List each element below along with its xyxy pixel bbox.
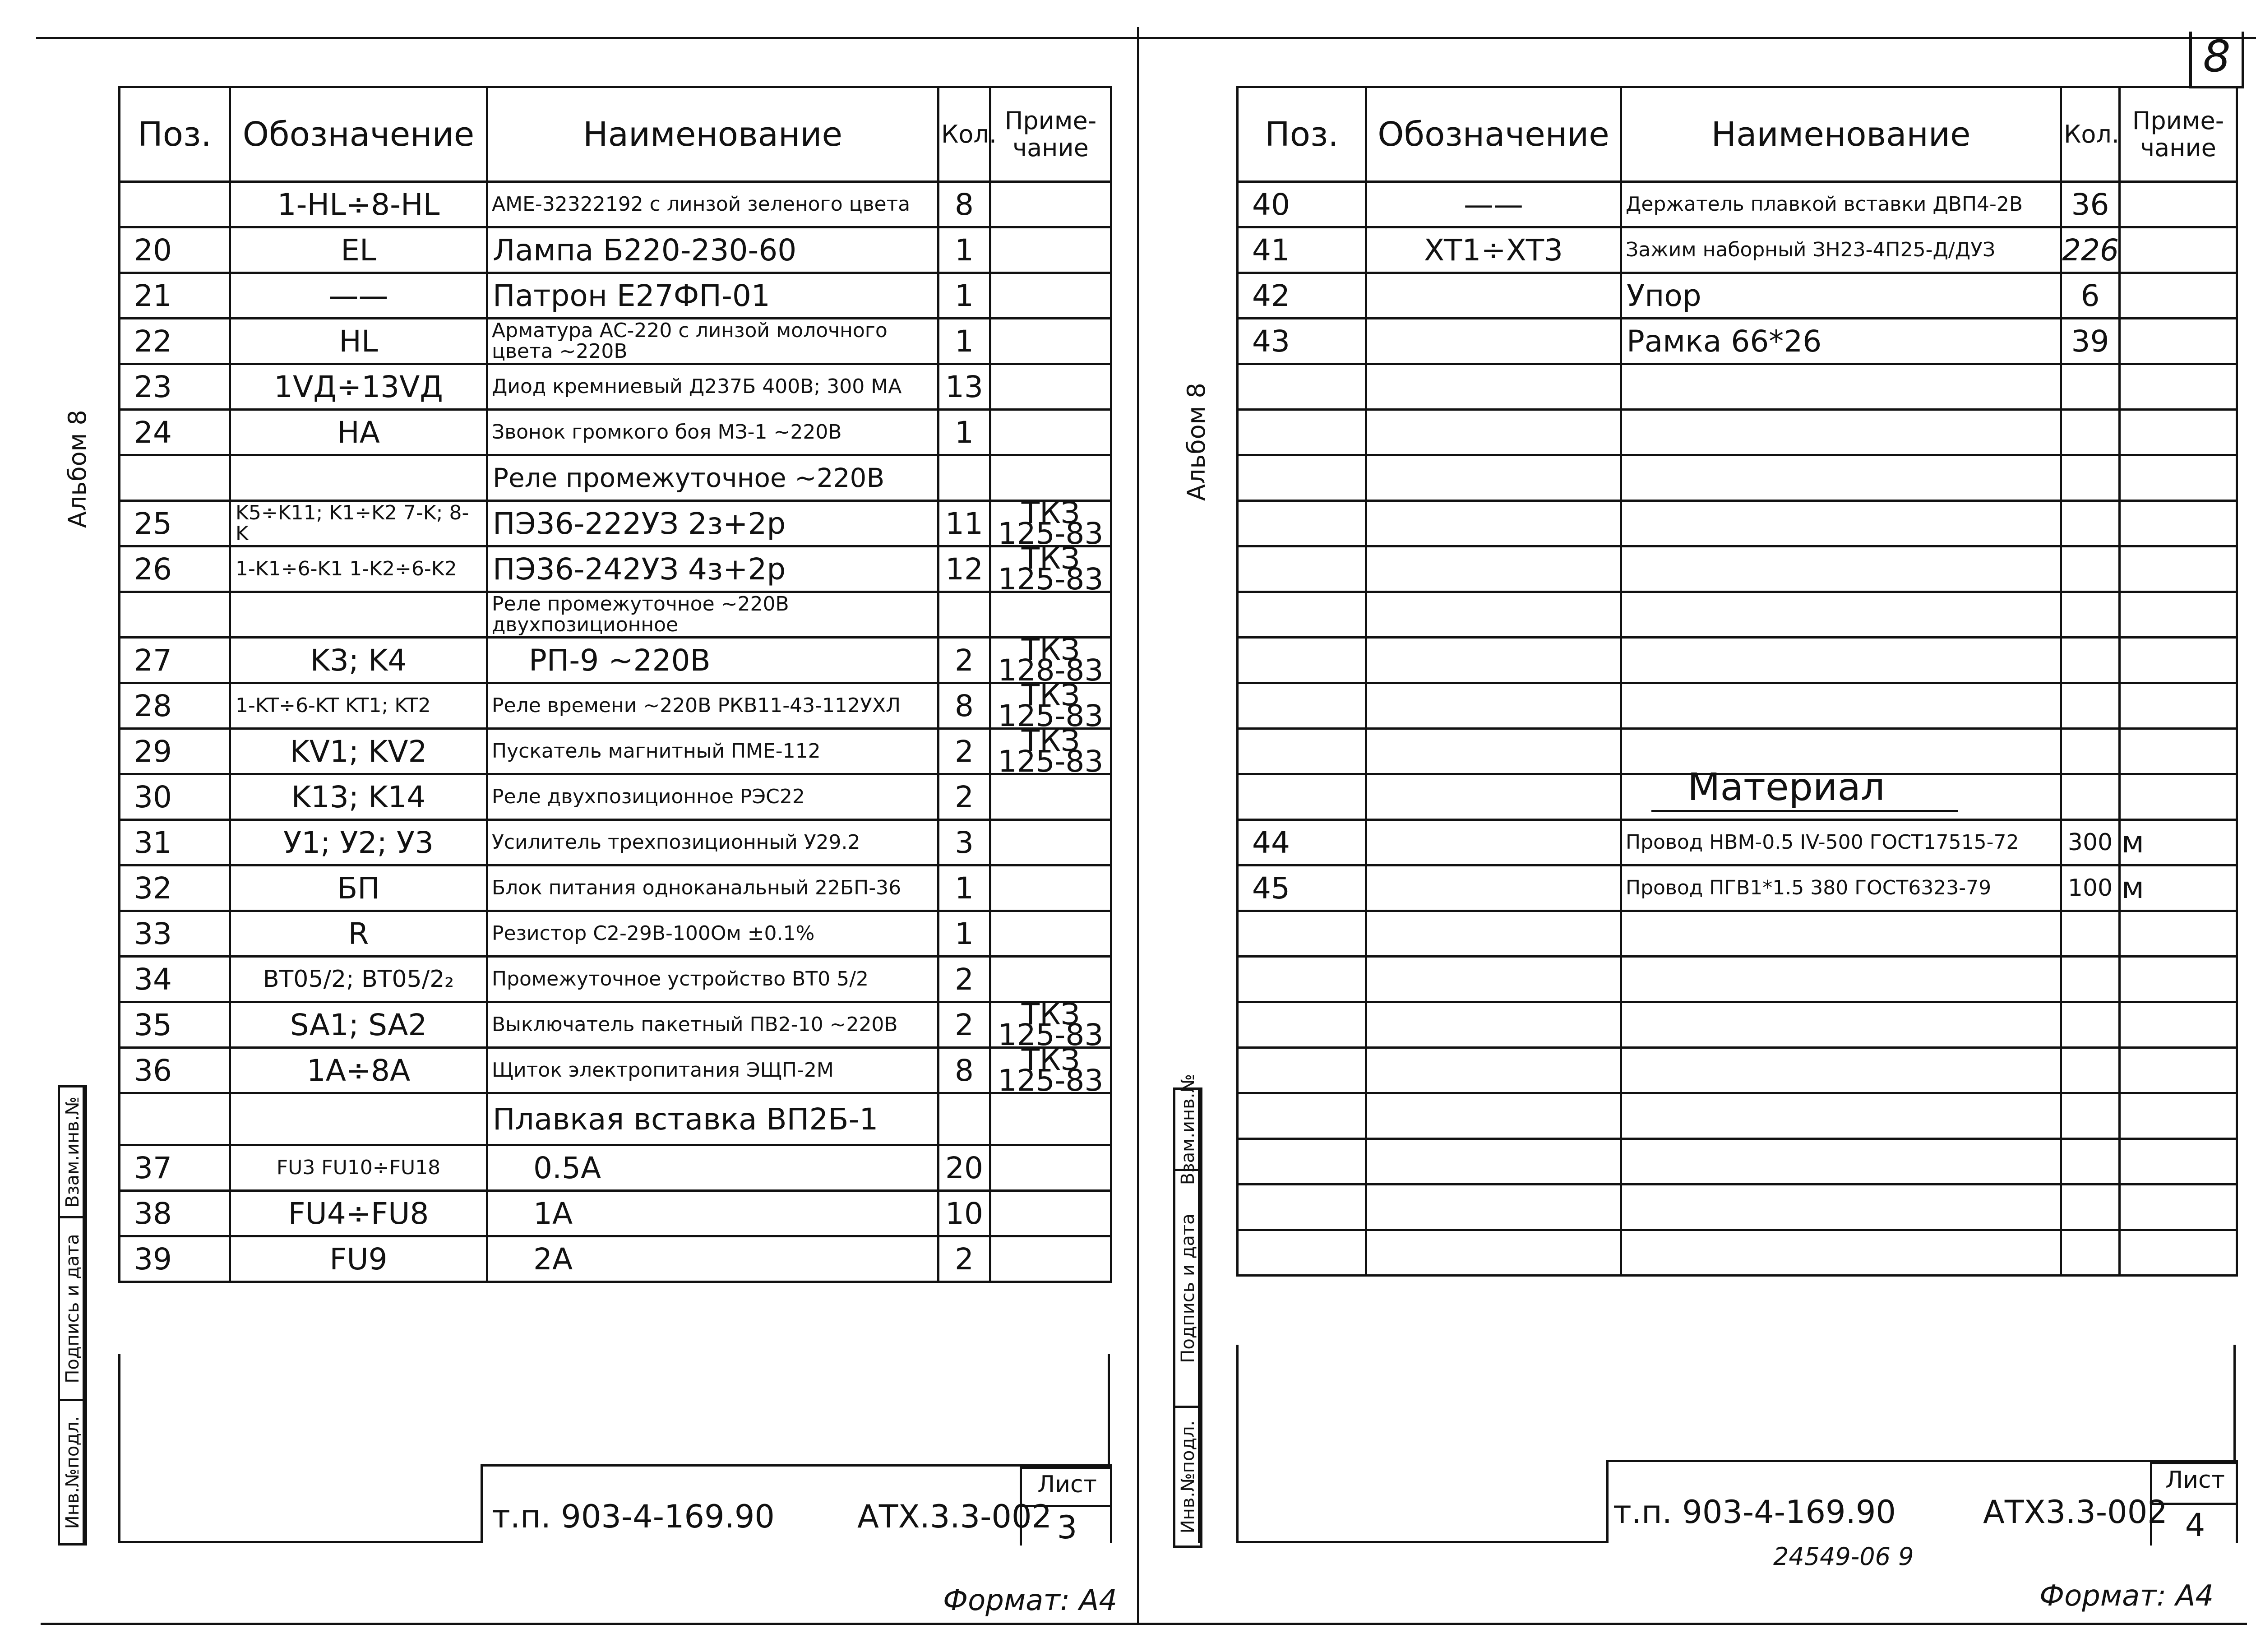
- atx-code: АТХ.3.3-002: [857, 1498, 1052, 1535]
- table-row: 24 НА Звонок громкого боя МЗ-1 ~220В 1: [120, 410, 1111, 455]
- table-row: 26 1-K1÷6-K1 1-K2÷6-K2 ПЭ36-242УЗ 4з+2р 12 ТКЗ 125-83: [120, 546, 1111, 592]
- header-note: Приме- чание: [2120, 87, 2237, 182]
- album-label-left: Альбом 8: [63, 410, 92, 528]
- table-row: 28 1-KT÷6-KT KT1; KT2 Реле времени ~220В РКВ11-43-112УХЛ 8 ТКЗ 125-83: [120, 683, 1111, 729]
- empty-row: [1238, 638, 2237, 683]
- title-block-right: [1606, 1460, 2238, 1543]
- spec-table-right: [1236, 86, 2238, 1277]
- stamp-cell-sign: Подпись и дата: [60, 1218, 85, 1401]
- table-row: 38 FU4÷FU8 1А 10: [120, 1191, 1111, 1236]
- header-name: Наименование: [1621, 87, 2061, 182]
- table-row: 30 K13; K14 Реле двухпозиционное РЭС22 2: [120, 774, 1111, 820]
- sheet-label: Лист: [2152, 1464, 2238, 1505]
- doc-code: т.п. 903-4-169.90: [492, 1498, 775, 1535]
- empty-row: [1238, 546, 2237, 592]
- stamp-cell-sign: Подпись и дата: [1175, 1171, 1200, 1408]
- album-label-right: Альбом 8: [1182, 383, 1211, 501]
- sheet-num: 4: [2185, 1507, 2205, 1544]
- material-heading: Материал: [1687, 765, 1885, 809]
- table-row: 31 У1; У2; У3 Усилитель трехпозиционный У29.2 3: [120, 820, 1111, 865]
- bottom-border-line: [41, 1623, 2247, 1625]
- empty-row: [1238, 1002, 2237, 1048]
- table-row: 32 БП Блок питания одноканальный 22БП-36 1: [120, 865, 1111, 911]
- table-row: Плавкая вставка ВП2Б-1: [120, 1093, 1111, 1145]
- empty-row: [1238, 957, 2237, 1002]
- header-designation: Обозначение: [230, 87, 487, 182]
- header-qty: Кол.: [938, 87, 990, 182]
- spec-table-left: [118, 86, 1112, 1283]
- table-row: 21 —— Патрон Е27ФП-01 1: [120, 273, 1111, 319]
- center-divider-line: [1137, 27, 1139, 1624]
- table-row: 25 K5÷K11; K1÷K2 7-K; 8-K ПЭ36-222УЗ 2з+2р 11 ТКЗ 125-83: [120, 501, 1111, 546]
- empty-row: [1238, 1185, 2237, 1230]
- right-table-extend-left: [1236, 1345, 1239, 1543]
- table-row: 44 Провод НВМ-0.5 IV-500 ГОСТ17515-72 300 м: [1238, 820, 2237, 865]
- table-row: Реле промежуточное ~220В: [120, 455, 1111, 501]
- doc-code: т.п. 903-4-169.90: [1613, 1494, 1896, 1531]
- sheet-box: [1020, 1467, 1112, 1546]
- format-left: Формат: А4: [943, 1584, 1118, 1617]
- left-table-extend-left: [118, 1354, 120, 1543]
- table-row: 20 EL Лампа Б220-230-60 1: [120, 227, 1111, 273]
- table-row: 34 ВТ05/2; ВТ05/2₂ Промежуточное устройство ВТ0 5/2 2: [120, 957, 1111, 1002]
- header-qty: Кол.: [2061, 87, 2120, 182]
- empty-row: [1238, 592, 2237, 638]
- sheet-box: [2150, 1462, 2238, 1546]
- empty-row: [1238, 911, 2237, 957]
- table-header-row: [120, 87, 1111, 182]
- empty-row: [1238, 455, 2237, 501]
- empty-row: [1238, 1048, 2237, 1093]
- table-row: 23 1VД÷13VД Диод кремниевый Д237Б 400В; 300 МА 13: [120, 364, 1111, 410]
- header-pos: Поз.: [120, 87, 230, 182]
- material-underline: [1651, 810, 1958, 812]
- sheet-label: Лист: [1022, 1469, 1112, 1507]
- serial-number: 24549-06 9: [1773, 1542, 1914, 1571]
- table-row: 22 HL Арматура АС-220 с линзой молочного цвета ~220В 1: [120, 319, 1111, 364]
- table-row: 33 R Резистор С2-29В-100Ом ±0.1% 1: [120, 911, 1111, 957]
- table-row: 43 Рамка 66*26 39: [1238, 319, 2237, 364]
- table-header-row: [1238, 87, 2237, 182]
- title-block-left: [481, 1464, 1112, 1546]
- empty-row: [1238, 683, 2237, 729]
- table-row: 29 KV1; KV2 Пускатель магнитный ПМЕ-112 2 ТКЗ 125-83: [120, 729, 1111, 774]
- header-pos: Поз.: [1238, 87, 1366, 182]
- table-row: 40 —— Держатель плавкой вставки ДВП4-2В 36: [1238, 182, 2237, 227]
- table-row: 45 Провод ПГВ1*1.5 380 ГОСТ6323-79 100 м: [1238, 865, 2237, 911]
- left-frame-line: [83, 1085, 85, 1543]
- table-row: 37 FU3 FU10÷FU18 0.5А 20: [120, 1145, 1111, 1191]
- empty-row: [1238, 501, 2237, 546]
- right-frame-line: [1198, 1087, 1200, 1543]
- empty-row: [1238, 364, 2237, 410]
- stamp-cell-inv: Взам.инв.№: [1175, 1090, 1200, 1171]
- empty-row: [1238, 1139, 2237, 1185]
- table-row: 39 FU9 2А 2: [120, 1236, 1111, 1282]
- table-row: 36 1А÷8А Щиток электропитания ЭЩП-2М 8 ТКЗ 125-83: [120, 1048, 1111, 1093]
- table-row: 41 XT1÷XT3 Зажим наборный ЗН23-4П25-Д/ДУЗ 226: [1238, 227, 2237, 273]
- header-designation: Обозначение: [1366, 87, 1621, 182]
- table-row: 35 SA1; SA2 Выключатель пакетный ПВ2-10 ~220В 2 ТКЗ 125-83: [120, 1002, 1111, 1048]
- table-row: 42 Упор 6: [1238, 273, 2237, 319]
- empty-row: [1238, 410, 2237, 455]
- empty-row: [1238, 1093, 2237, 1139]
- stamp-cell-inv: Взам.инв.№: [60, 1087, 85, 1218]
- empty-row: [1238, 1230, 2237, 1276]
- stamp-cell-orig: Инв.№подл.: [1177, 1420, 1198, 1533]
- stamp-cell-orig: Инв.№подл.: [62, 1416, 83, 1529]
- top-border-line: [36, 37, 2256, 39]
- format-right: Формат: А4: [2039, 1579, 2214, 1613]
- atx-code: АТХ3.3-002: [1983, 1494, 2168, 1531]
- header-note: Приме- чание: [990, 87, 1111, 182]
- table-row: 1-HL÷8-HL АМЕ-32322192 с линзой зеленого цвета 8: [120, 182, 1111, 227]
- sheet-num: 3: [1057, 1509, 1077, 1546]
- sheet-number: 8: [2189, 32, 2244, 88]
- table-row: Реле промежуточное ~220В двухпозиционное: [120, 592, 1111, 638]
- table-row: 27 K3; K4 РП-9 ~220В 2 ТКЗ 128-83: [120, 638, 1111, 683]
- header-name: Наименование: [487, 87, 938, 182]
